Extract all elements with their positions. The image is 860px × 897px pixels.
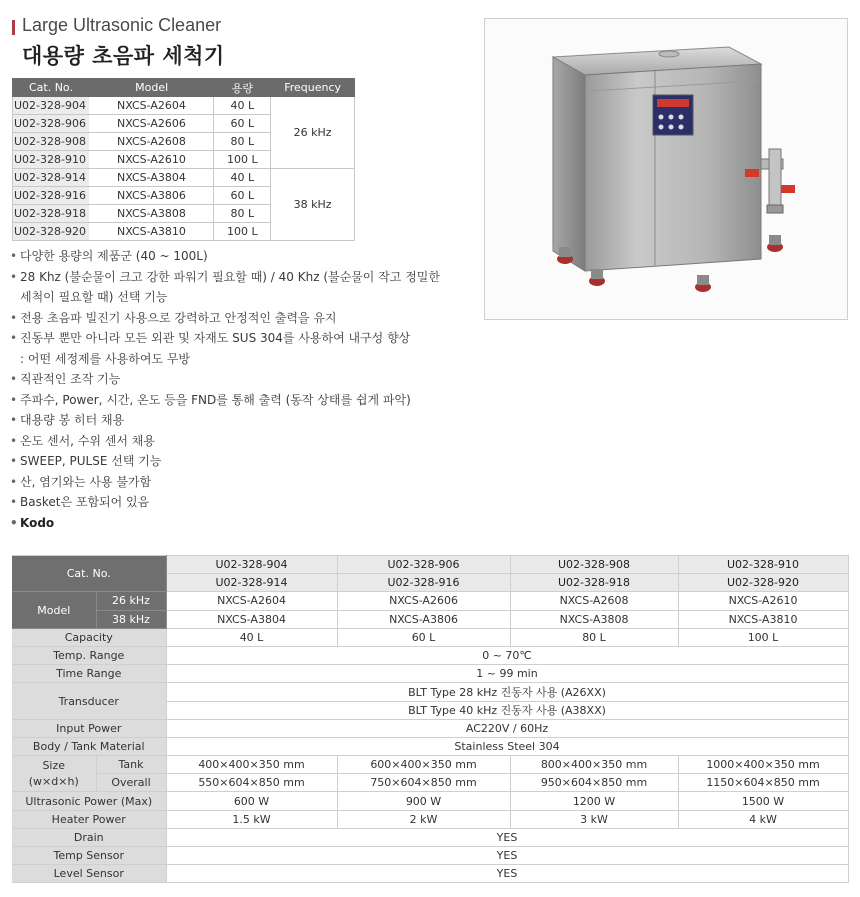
page-title-english: Large Ultrasonic Cleaner [22, 15, 222, 35]
feature-item: • 대용량 봉 히터 채용 [10, 410, 480, 431]
capacity-cell: 100 L [214, 151, 271, 169]
spec-model-cell: NXCS-A2608 [510, 592, 678, 610]
spec-row-cat-no-1 [12, 556, 848, 574]
model-cell: NXCS-A3810 [89, 223, 213, 241]
spec-label-model: Model [12, 592, 96, 628]
spec-label-size-text: Size [42, 758, 66, 772]
capacity-cell: 40 L [214, 97, 271, 115]
spec-label-overall: Overall [96, 774, 166, 792]
spec-level-sensor-value: YES [166, 865, 848, 883]
product-photo [484, 18, 848, 320]
feature-item-continuation: 세척이 필요할 때) 선택 기능 [20, 290, 168, 304]
spec-table [12, 555, 849, 883]
spec-material-value: Stainless Steel 304 [166, 737, 848, 755]
spec-model-cell: NXCS-A2610 [678, 592, 848, 610]
spec-row-capacity [12, 628, 848, 646]
spec-row-transducer-1 [12, 683, 848, 701]
spec-row-size-tank [12, 756, 848, 774]
feature-item: • 직관적인 조작 기능 [10, 369, 480, 390]
spec-tank-size-cell: 600×400×350 mm [337, 756, 510, 774]
spec-overall-size-cell: 950×604×850 mm [510, 774, 678, 792]
spec-label-ultrasonic-power: Ultrasonic Power (Max) [12, 792, 166, 810]
cat-no-cell: U02-328-908 [13, 133, 90, 151]
capacity-cell: 60 L [214, 187, 271, 205]
spec-cat-no-cell: U02-328-916 [337, 574, 510, 592]
spec-cat-no-cell: U02-328-914 [166, 574, 337, 592]
feature-item: • SWEEP, PULSE 선택 기능 [10, 451, 480, 472]
spec-row-heater-power [12, 810, 848, 828]
spec-cat-no-cell: U02-328-906 [337, 556, 510, 574]
spec-drain-value: YES [166, 828, 848, 846]
feature-list [10, 246, 480, 533]
capacity-cell: 80 L [214, 133, 271, 151]
spec-row-material [12, 737, 848, 755]
spec-tank-size-cell: 400×400×350 mm [166, 756, 337, 774]
model-table [12, 78, 355, 241]
spec-cat-no-cell: U02-328-908 [510, 556, 678, 574]
spec-overall-size-cell: 750×604×850 mm [337, 774, 510, 792]
feature-item: • 전용 초음파 빌진기 사용으로 강력하고 안정적인 출력을 유지 [10, 308, 480, 329]
frequency-cell-38khz: 38 kHz [271, 169, 355, 241]
spec-label-tank: Tank [96, 756, 166, 774]
spec-cat-no-cell: U02-328-920 [678, 574, 848, 592]
spec-capacity-cell: 40 L [166, 628, 337, 646]
spec-transducer-value: BLT Type 40 kHz 진동자 사용 (A38XX) [166, 701, 848, 719]
spec-capacity-cell: 60 L [337, 628, 510, 646]
spec-row-input-power [12, 719, 848, 737]
spec-power-cell: 600 W [166, 792, 337, 810]
spec-row-level-sensor [12, 865, 848, 883]
spec-model-cell: NXCS-A3806 [337, 610, 510, 628]
capacity-cell: 60 L [214, 115, 271, 133]
page-title-korean: 대용량 초음파 세척기 [22, 44, 225, 68]
spec-label-freq-38khz: 38 kHz [96, 610, 166, 628]
col-header-model: Model [89, 79, 213, 97]
spec-temp-range-value: 0 ~ 70℃ [166, 646, 848, 664]
col-header-frequency: Frequency [271, 79, 355, 97]
spec-model-cell: NXCS-A3810 [678, 610, 848, 628]
feature-item: • 온도 센서, 수위 센서 채용 [10, 431, 480, 452]
model-cell: NXCS-A3808 [89, 205, 213, 223]
spec-cat-no-cell: U02-328-910 [678, 556, 848, 574]
spec-label-temp-sensor: Temp Sensor [12, 847, 166, 865]
spec-heater-cell: 2 kW [337, 810, 510, 828]
spec-model-cell: NXCS-A2604 [166, 592, 337, 610]
spec-overall-size-cell: 1150×604×850 mm [678, 774, 848, 792]
spec-heater-cell: 1.5 kW [166, 810, 337, 828]
ultrasonic-cleaner-illustration [485, 19, 847, 319]
spec-label-temp-range: Temp. Range [12, 646, 166, 664]
feature-item: • 28 Khz (불순물이 크고 강한 파워기 필요할 때) / 40 Khz (불순물이 작고 정밀한 [10, 267, 480, 288]
cat-no-cell: U02-328-918 [13, 205, 90, 223]
model-cell: NXCS-A2606 [89, 115, 213, 133]
spec-row-model-38khz [12, 610, 848, 628]
title-accent-bar [12, 20, 15, 35]
model-cell: NXCS-A3804 [89, 169, 213, 187]
spec-transducer-value: BLT Type 28 kHz 진동자 사용 (A26XX) [166, 683, 848, 701]
spec-temp-sensor-value: YES [166, 847, 848, 865]
feature-item: • Basket은 포함되어 있음 [10, 492, 480, 513]
feature-item-continuation: : 어떤 세정제를 사용하여도 무방 [20, 351, 190, 366]
cat-no-cell: U02-328-914 [13, 169, 90, 187]
spec-power-cell: 1200 W [510, 792, 678, 810]
spec-label-capacity: Capacity [12, 628, 166, 646]
spec-row-model-26khz [12, 592, 848, 610]
table-row [13, 97, 355, 115]
feature-item: • 다양한 용량의 제품군 (40 ~ 100L) [10, 246, 480, 267]
capacity-cell: 40 L [214, 169, 271, 187]
feature-item-brand: • Kodo [10, 513, 480, 534]
cat-no-cell: U02-328-916 [13, 187, 90, 205]
spec-tank-size-cell: 800×400×350 mm [510, 756, 678, 774]
spec-capacity-cell: 100 L [678, 628, 848, 646]
model-cell: NXCS-A2604 [89, 97, 213, 115]
spec-row-time-range [12, 665, 848, 683]
spec-overall-size-cell: 550×604×850 mm [166, 774, 337, 792]
feature-item: • 산, 염기와는 사용 불가함 [10, 472, 480, 493]
spec-cat-no-cell: U02-328-918 [510, 574, 678, 592]
spec-label-cat-no: Cat. No. [12, 556, 166, 592]
feature-item: • 주파수, Power, 시간, 온도 등을 FND를 통해 출력 (동작 상태를 쉽게 파악) [10, 390, 480, 411]
spec-model-cell: NXCS-A3808 [510, 610, 678, 628]
spec-label-heater-power: Heater Power [12, 810, 166, 828]
feature-item: • 진동부 뿐만 아니라 모든 외관 및 자재도 SUS 304를 사용하여 내구성 향상 [10, 328, 480, 349]
spec-model-cell: NXCS-A3804 [166, 610, 337, 628]
spec-time-range-value: 1 ~ 99 min [166, 665, 848, 683]
spec-cat-no-cell: U02-328-904 [166, 556, 337, 574]
spec-label-size [12, 756, 96, 792]
spec-row-temp-sensor [12, 847, 848, 865]
spec-capacity-cell: 80 L [510, 628, 678, 646]
cat-no-cell: U02-328-906 [13, 115, 90, 133]
spec-label-size-units: (w×d×h) [28, 774, 79, 788]
frequency-cell-26khz: 26 kHz [271, 97, 355, 169]
spec-input-power-value: AC220V / 60Hz [166, 719, 848, 737]
cat-no-cell: U02-328-904 [13, 97, 90, 115]
spec-label-input-power: Input Power [12, 719, 166, 737]
cat-no-cell: U02-328-910 [13, 151, 90, 169]
spec-row-drain [12, 828, 848, 846]
model-cell: NXCS-A2608 [89, 133, 213, 151]
spec-label-time-range: Time Range [12, 665, 166, 683]
spec-label-freq-26khz: 26 kHz [96, 592, 166, 610]
spec-row-size-overall [12, 774, 848, 792]
table-row [13, 169, 355, 187]
spec-label-level-sensor: Level Sensor [12, 865, 166, 883]
model-cell: NXCS-A2610 [89, 151, 213, 169]
capacity-cell: 100 L [214, 223, 271, 241]
spec-row-ultrasonic-power [12, 792, 848, 810]
spec-label-drain: Drain [12, 828, 166, 846]
spec-power-cell: 900 W [337, 792, 510, 810]
col-header-cat-no: Cat. No. [13, 79, 90, 97]
col-header-capacity: 용량 [214, 79, 271, 97]
capacity-cell: 80 L [214, 205, 271, 223]
model-cell: NXCS-A3806 [89, 187, 213, 205]
spec-power-cell: 1500 W [678, 792, 848, 810]
spec-tank-size-cell: 1000×400×350 mm [678, 756, 848, 774]
cat-no-cell: U02-328-920 [13, 223, 90, 241]
spec-heater-cell: 3 kW [510, 810, 678, 828]
spec-row-temp-range [12, 646, 848, 664]
spec-label-material: Body / Tank Material [12, 737, 166, 755]
spec-model-cell: NXCS-A2606 [337, 592, 510, 610]
spec-label-transducer: Transducer [12, 683, 166, 719]
spec-heater-cell: 4 kW [678, 810, 848, 828]
